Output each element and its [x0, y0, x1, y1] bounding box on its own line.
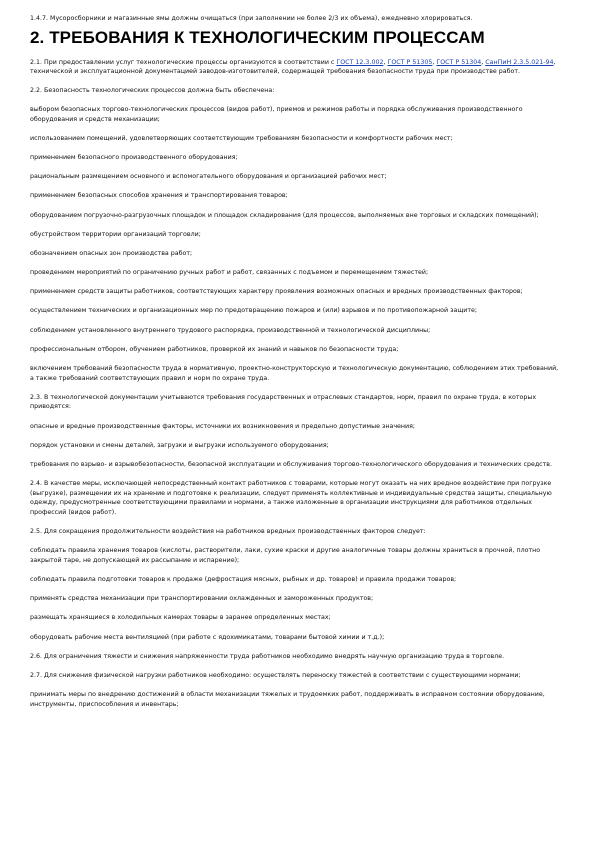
paragraph-list	[30, 86, 560, 710]
paragraph: применением безопасного производственного оборудования;	[30, 153, 238, 161]
paragraph: соблюдать правила подготовки товаров к продаже (дефростация мясных, рыбных и др. товаров) и правила продажи товаров;	[30, 576, 457, 584]
paragraph: 2.4. В качестве меры, исключающей непосредственный контакт работников с товарами, которые могут оказать на них вредное воздействие при погрузке (выгрузке), размещении их на хранение и подготовке к реализации, следует применять коллективные и индивидуальные средства защиты, специальную одежду, предусмотренные соответствующими правилами и нормами, а также изложенные в организации инструкциями для работников отдельных профессий (видов работ).	[30, 480, 552, 516]
paragraph: проведением мероприятий по ограничению ручных работ и работ, связанных с подъемом и перемещением тяжестей;	[30, 269, 429, 277]
paragraph: размещать хранящиеся в холодильных камерах товары в заранее определенных местах;	[30, 614, 331, 622]
gost-r-51305-link[interactable]: ГОСТ Р 51305	[387, 58, 433, 66]
paragraph: применением средств защиты работников, соответствующих характеру проявления возможных опасных и вредных производственных факторов;	[30, 288, 523, 296]
intro-paragraph: 1.4.7. Мусоросборники и магазинные ямы должны очищаться (при заполнении не более 2/3 их объема), ежедневно хлорироваться.	[30, 15, 473, 22]
paragraph: осуществлением технических и организационных мер по предотвращению пожаров и (или) взрывов и по противопожарной защите;	[30, 307, 478, 315]
paragraph: оборудовать рабочие места вентиляцией (при работе с ядохимикатами, товарами бытовой химии и т.д.);	[30, 633, 385, 641]
paragraph: 2.2. Безопасность технологических процессов должна быть обеспечена:	[30, 86, 275, 94]
paragraph: соблюдать правила хранения товаров (кислоты, растворители, лаки, сухие краски и другие аналогичные товары должны храниться в прочной, плотно закрытой таре, не допускающей их рассыпание и испарение);	[30, 547, 541, 564]
paragraph: включением требований безопасности труда в нормативную, проектно-конструкторскую и технологическую документацию, соблюдением этих требований, а также требований соответствующих правил и норм по охране труда.	[30, 365, 559, 382]
paragraph: рациональным размещением основного и вспомогательного оборудования и организацией рабочих мест;	[30, 173, 387, 181]
paragraph: 2.6. Для ограничения тяжести и снижения напряженности труда работников необходимо внедрять научную организацию труда в торговле.	[30, 652, 505, 660]
paragraph: опасные и вредные производственные факторы, источники их возникновения и предельно допустимые значения;	[30, 422, 416, 430]
paragraph: применением безопасных способов хранения и транспортирования товаров;	[30, 192, 288, 200]
paragraph: выбором безопасных торгово-технологических процессов (видов работ), приемов и режимов работы и порядка обслуживания производственного оборудования и средств механизации;	[30, 105, 523, 123]
gost-12-3-002-link[interactable]: ГОСТ 12.3.002	[336, 58, 384, 66]
paragraph: оборудованием погрузочно-разгрузочных площадок и площадок складирования (для процессов, выполняемых вне торговых и складских помещений);	[30, 211, 539, 219]
paragraph-2-1	[30, 58, 560, 77]
paragraph: порядок установки и смены деталей, загрузки и выгрузки используемого оборудования;	[30, 441, 329, 449]
paragraph-2-1-text-start: 2.1. При предоставлении услуг технологические процессы организуются в соответствии с	[30, 58, 337, 66]
paragraph: применять средства механизации при транспортировании охлажденных и замороженных продуктов;	[30, 595, 374, 603]
paragraph: использованием помещений, удовлетворяющих соответствующим требованиям безопасности и комфортности рабочих мест;	[30, 134, 453, 142]
paragraph: 2.5. Для сокращения продолжительности воздействия на работников вредных производственных факторов следует:	[30, 528, 426, 536]
document-page	[30, 14, 560, 709]
separator: ,	[481, 58, 486, 66]
paragraph: принимать меры по внедрению достижений в области механизации тяжелых и трудоемких работ, поддерживать в исправном состоянии оборудование, инструменты, приспособления и инвентарь;	[30, 691, 545, 708]
separator: ,	[432, 58, 437, 66]
paragraph: обустройством территории организаций торговли;	[30, 230, 201, 238]
separator: ,	[383, 58, 388, 66]
paragraph: соблюдением установленного внутреннего трудового распорядка, производственной и технологической дисциплины;	[30, 326, 431, 334]
paragraph: обозначением опасных зон производства работ;	[30, 249, 193, 257]
paragraph-2-1-text-end: , технической и эксплуатационной документацией заводов-изготовителей, содержащей требования безопасности труда при производстве работ.	[30, 58, 556, 76]
gost-r-51304-link[interactable]: ГОСТ Р 51304	[436, 58, 482, 66]
paragraph: требования по взрыво- и взрывобезопасности, безопасной эксплуатации и обслуживания торгово-технологического оборудования и технических средств.	[30, 460, 553, 468]
paragraph: 2.3. В технологической документации учитываются требования государственных и отраслевых стандартов, норм, правил по охране труда, в которых приводятся:	[30, 393, 537, 411]
section-heading: 2. ТРЕБОВАНИЯ К ТЕХНОЛОГИЧЕСКИМ ПРОЦЕССАМ	[30, 27, 485, 47]
paragraph: профессиональным отбором, обучением работников, проверкой их знаний и навыков по безопасности труда;	[30, 345, 399, 353]
sanpin-2-3-5-021-94-link[interactable]: СанПиН 2.3.5.021-94	[485, 58, 554, 66]
paragraph: 2.7. Для снижения физической нагрузки работников необходимо: осуществлять переноску тяжестей в соответствии с существующими нормами;	[30, 672, 521, 679]
